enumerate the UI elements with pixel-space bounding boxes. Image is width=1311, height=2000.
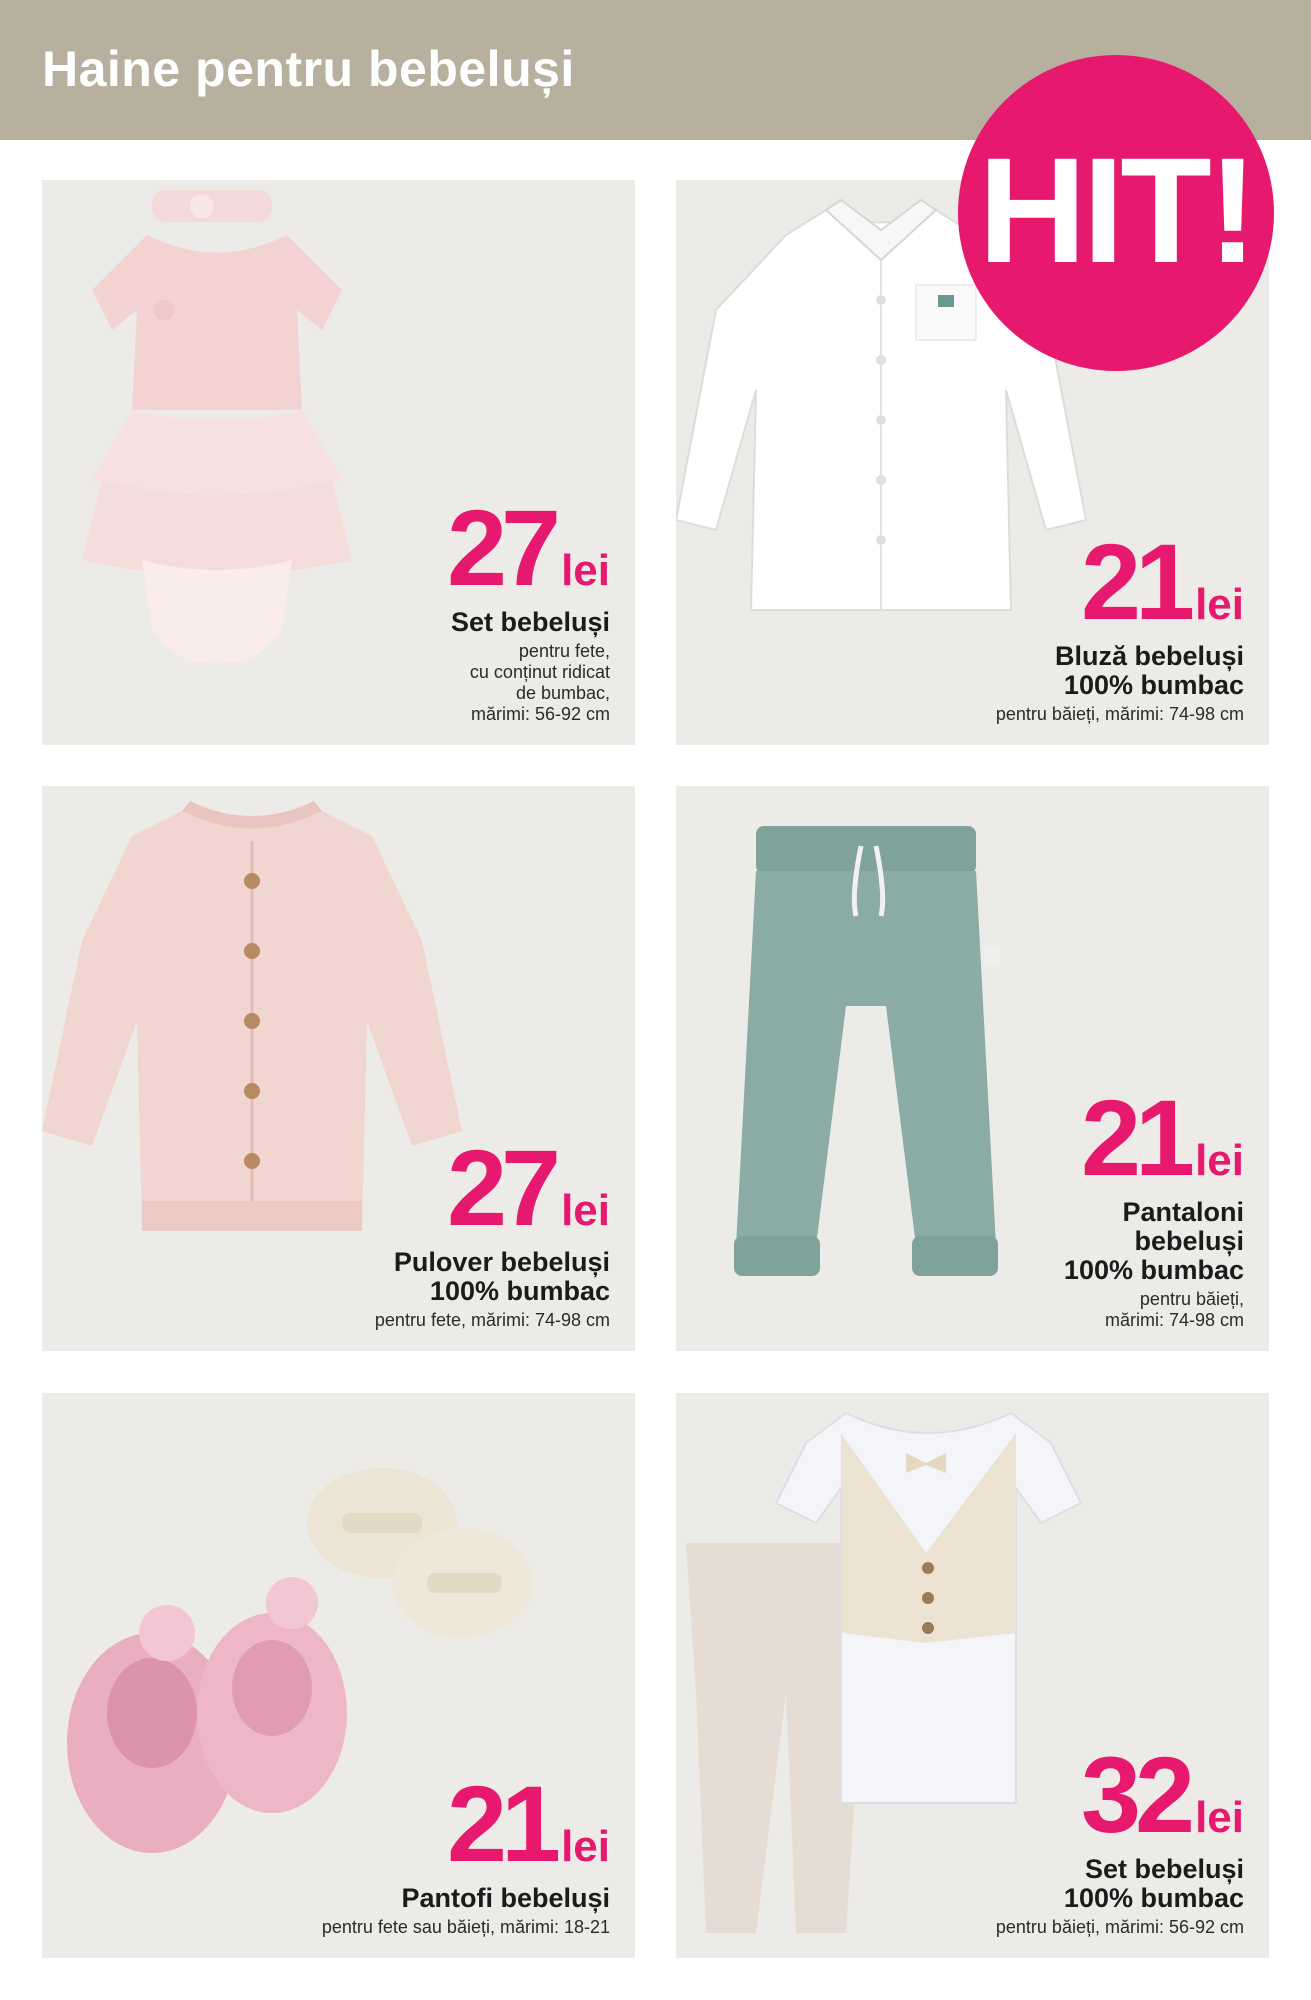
product-name-line: Set bebeluși: [450, 607, 610, 637]
hit-badge-text: HIT!: [978, 125, 1254, 294]
product-info: [1063, 1077, 1244, 1331]
product-info: [446, 487, 610, 725]
product-card-shoes[interactable]: [42, 1393, 635, 1958]
price: [375, 1127, 610, 1248]
product-name-line: bebeluși: [1134, 1226, 1244, 1256]
product-card-boys-set[interactable]: [676, 1393, 1269, 1958]
product-card-girls-set[interactable]: [42, 180, 635, 745]
description-line: pentru fete sau băieți, mărimi: 18-21: [321, 1917, 610, 1937]
product-name-line: 100% bumbac: [429, 1276, 610, 1306]
product-description: [375, 1310, 610, 1331]
description-line: cu conținut ridicat: [469, 662, 610, 682]
price-currency: lei: [561, 1822, 610, 1871]
price: [322, 1763, 610, 1884]
pants-image: [716, 826, 1016, 1306]
price-value: 21: [1080, 1077, 1190, 1198]
product-description: [322, 1917, 610, 1938]
price: [996, 1734, 1244, 1855]
price-currency: lei: [1195, 1136, 1244, 1185]
page-title: Haine pentru bebeluși: [42, 41, 575, 97]
description-line: pentru băieți,: [1139, 1289, 1244, 1309]
product-name: [322, 1884, 610, 1913]
product-name-line: 100% bumbac: [1063, 1883, 1244, 1913]
product-name-line: Pantaloni: [1122, 1197, 1244, 1227]
product-name-line: Bluză bebeluși: [1054, 641, 1244, 671]
product-name-line: 100% bumbac: [1063, 1255, 1244, 1285]
product-description: [996, 1917, 1244, 1938]
product-name: [1064, 1198, 1244, 1285]
product-info: [995, 521, 1244, 725]
price: [996, 521, 1244, 642]
product-name: [375, 1248, 610, 1306]
price-currency: lei: [561, 546, 610, 595]
price: [1064, 1077, 1244, 1198]
girls-set-image: [52, 180, 382, 700]
product-name: [996, 642, 1244, 700]
price-currency: lei: [561, 1186, 610, 1235]
description-line: mărimi: 74-98 cm: [1104, 1310, 1244, 1330]
hit-badge: [958, 55, 1274, 371]
product-description: [996, 704, 1244, 725]
description-line: pentru băieți, mărimi: 74-98 cm: [995, 704, 1244, 724]
product-description: [447, 641, 610, 725]
price-value: 21: [446, 1763, 556, 1884]
price-currency: lei: [1195, 1793, 1244, 1842]
description-line: pentru fete, mărimi: 74-98 cm: [374, 1310, 610, 1330]
price-value: 27: [446, 487, 556, 608]
product-name-line: Pulover bebeluși: [393, 1247, 610, 1277]
price-currency: lei: [1195, 580, 1244, 629]
product-name-line: 100% bumbac: [1063, 670, 1244, 700]
description-line: de bumbac,: [515, 683, 610, 703]
product-name-line: Pantofi bebeluși: [401, 1883, 610, 1913]
price: [446, 487, 610, 608]
product-card-pants[interactable]: [676, 786, 1269, 1351]
product-card-cardigan[interactable]: [42, 786, 635, 1351]
product-name-line: Set bebeluși: [1084, 1854, 1244, 1884]
price-value: 32: [1080, 1734, 1190, 1855]
description-line: mărimi: 56-92 cm: [470, 704, 610, 724]
description-line: pentru fete,: [518, 641, 610, 661]
product-name: [996, 1855, 1244, 1913]
product-description: [1064, 1289, 1244, 1331]
product-name: [447, 608, 610, 637]
description-line: pentru băieți, mărimi: 56-92 cm: [995, 1917, 1244, 1937]
price-value: 27: [446, 1127, 556, 1248]
product-info: [321, 1763, 610, 1938]
product-info: [995, 1734, 1244, 1938]
price-value: 21: [1080, 521, 1190, 642]
product-info: [374, 1127, 610, 1331]
